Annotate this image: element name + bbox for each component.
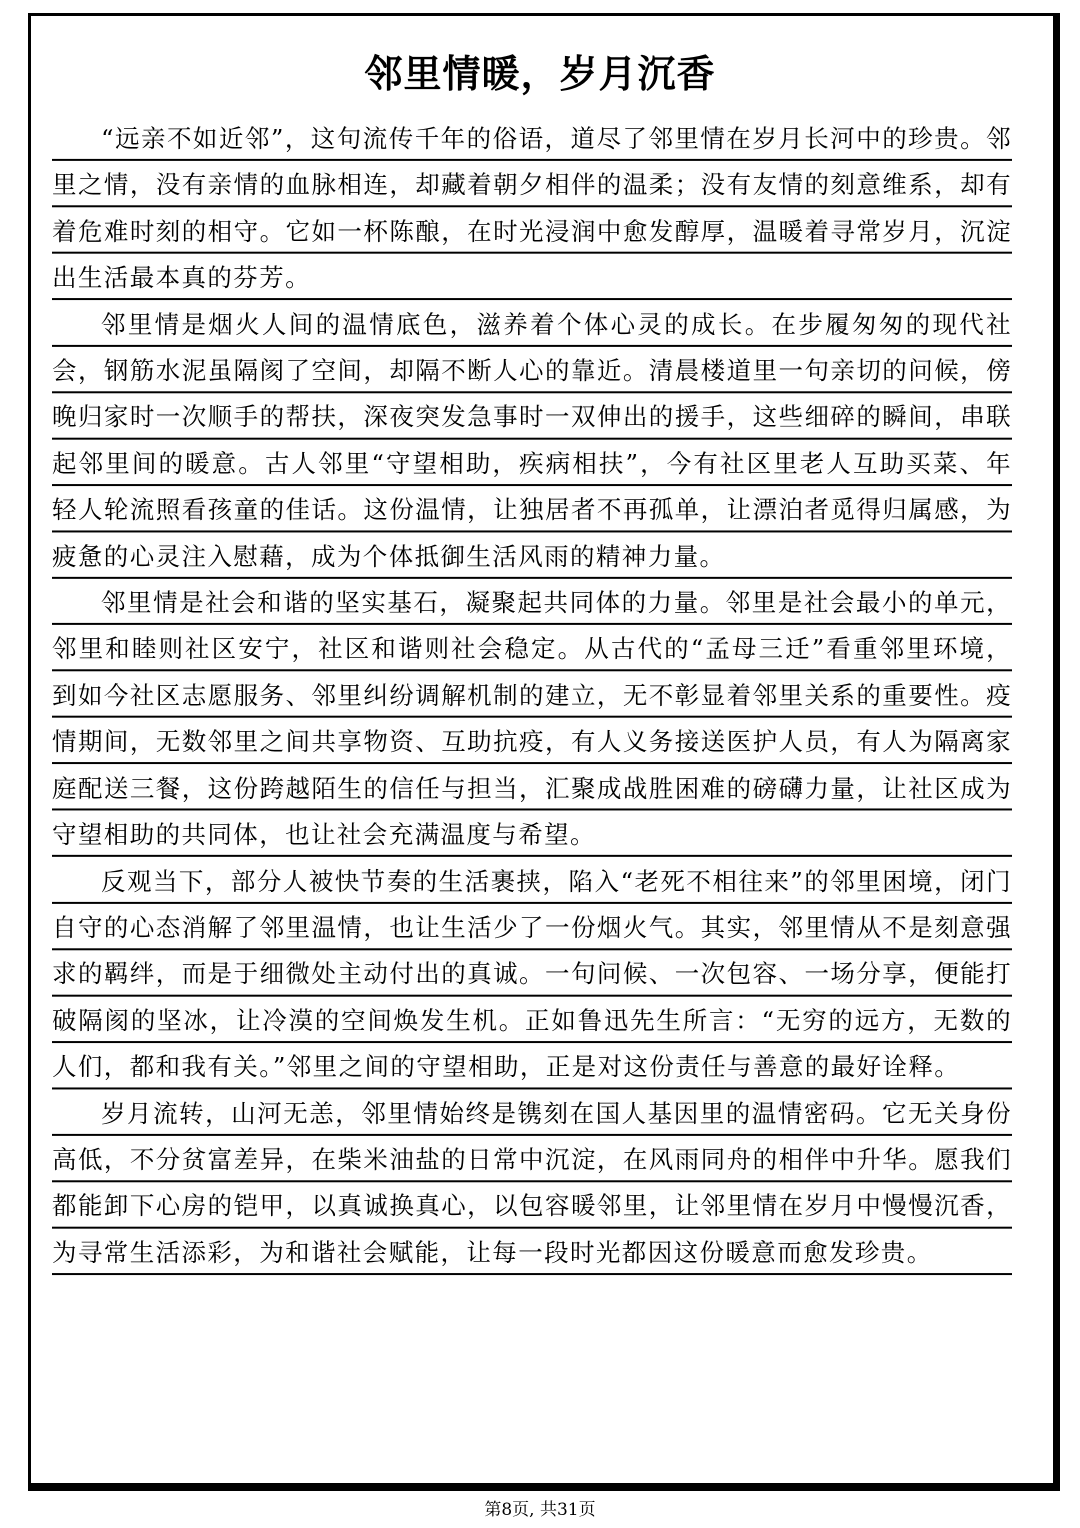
page-number: 第8页, 共31页 [484,1500,596,1520]
paragraph-2: 邻里情是烟火人间的温情底色，滋养着个体心灵的成长。在步履匆匆的现代社会，钢筋水泥虽隔阂了空间，却隔不断人心的靠近。清晨楼道里一句亲切的问候，傍晚归家时一次顺手的帮扶，深夜突发急事时一双伸出的援手，这些细碎的瞬间，串联起邻里间的暖意。古人邻里“守望相助，疾病相扶”，今有社区里老人互助买菜、年轻人轮流照看孩童的佳话。这份温情，让独居者不再孤单，让漂泊者觅得归属感，为疲惫的心灵注入慰藉，成为个体抵御生活风雨的精神力量。 [52,302,1012,580]
essay-body [52,116,1012,1276]
paragraph-1: “远亲不如近邻”，这句流传千年的俗语，道尽了邻里情在岁月长河中的珍贵。邻里之情，没有亲情的血脉相连，却藏着朝夕相伴的温柔；没有友情的刻意维系，却有着危难时刻的相守。它如一杯陈酿，在时光浸润中愈发醇厚，温暖着寻常岁月，沉淀出生活最本真的芬芳。 [52,116,1012,302]
paragraph-3: 邻里情是社会和谐的坚实基石，凝聚起共同体的力量。邻里是社会最小的单元，邻里和睦则社区安宁，社区和谐则社会稳定。从古代的“孟母三迁”看重邻里环境，到如今社区志愿服务、邻里纠纷调解机制的建立，无不彰显着邻里关系的重要性。疫情期间，无数邻里之间共享物资、互助抗疫，有人义务接送医护人员，有人为隔离家庭配送三餐，这份跨越陌生的信任与担当，汇聚成战胜困难的磅礴力量，让社区成为守望相助的共同体，也让社会充满温度与希望。 [52,580,1012,858]
essay-title: 邻里情暖，岁月沉香 [364,52,716,96]
paragraph-4: 反观当下，部分人被快节奏的生活裹挟，陷入“老死不相往来”的邻里困境，闭门自守的心态消解了邻里温情，也让生活少了一份烟火气。其实，邻里情从不是刻意强求的羁绊，而是于细微处主动付出的真诚。一句问候、一次包容、一场分享，便能打破隔阂的坚冰，让冷漠的空间焕发生机。正如鲁迅先生所言：“无穷的远方，无数的人们，都和我有关。”邻里之间的守望相助，正是对这份责任与善意的最好诠释。 [52,859,1012,1091]
paragraph-5: 岁月流转，山河无恙，邻里情始终是镌刻在国人基因里的温情密码。它无关身份高低，不分贫富差异，在柴米油盐的日常中沉淀，在风雨同舟的相伴中升华。愿我们都能卸下心房的铠甲，以真诚换真心，以包容暖邻里，让邻里情在岁月中慢慢沉香，为寻常生活添彩，为和谐社会赋能，让每一段时光都因这份暖意而愈发珍贵。 [52,1091,1012,1277]
